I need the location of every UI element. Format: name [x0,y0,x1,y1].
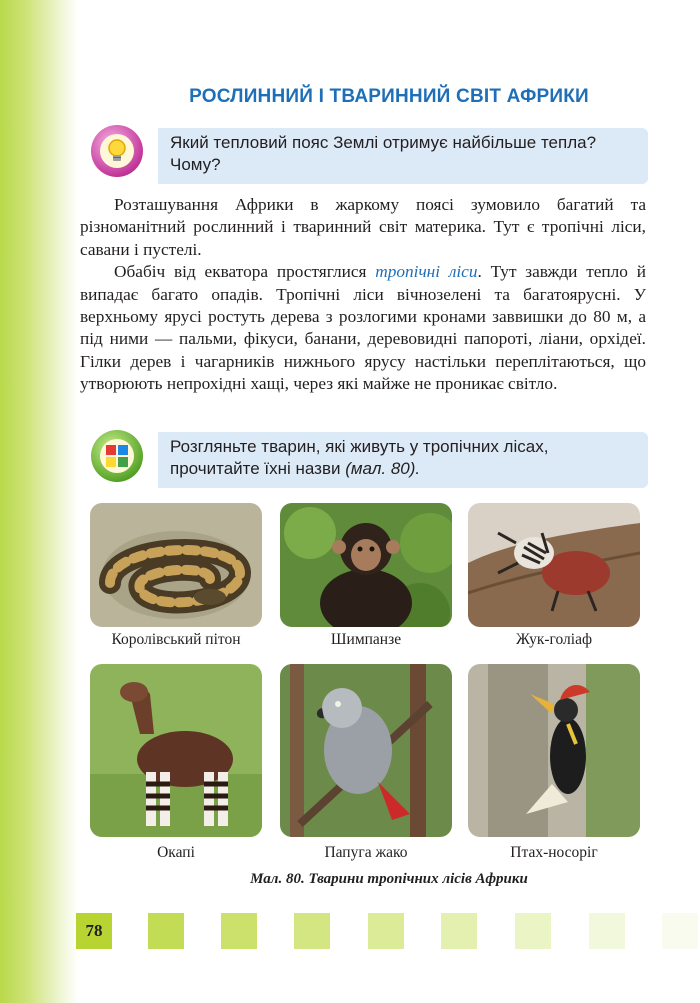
body-text [80,194,646,396]
photo-royal-python [90,503,262,627]
page-title: РОСЛИННИЙ І ТВАРИННИЙ СВІТ АФРИКИ [189,86,589,107]
caption-hornbill: Птах-носоріг [510,844,598,861]
caption-okapi: Окапі [157,844,195,861]
photo-goliath-beetle [468,503,640,627]
paragraph-1: Розташування Африки в жаркому поясі зумовило багатий та різноманітний рослинний і тваринний світ материка. Тут є тропічні ліси, савани і пустелі. [80,195,646,259]
figure-caption: Мал. 80. Тварини тропічних лісів Африки [250,871,528,887]
decor-square [148,913,184,949]
photo-okapi [90,664,262,837]
decor-square [294,913,330,949]
decor-square [515,913,551,949]
photo-hornbill [468,664,640,837]
puzzle-icon [91,430,143,482]
decor-square [221,913,257,949]
decor-square [368,913,404,949]
decor-square [589,913,625,949]
caption-grey-parrot: Папуга жако [324,844,408,861]
photo-chimpanzee [280,503,452,627]
paragraph-2: Обабіч від екватора простяглися тропічні ліси. Тут завжди тепло й випадає багато опадів. Тропічні ліси вічнозелені та багатоярусні. У верхньому ярусі ростуть дерева з розлогими кронами заввишки до 80 м, а під ними — пальми, фікуси, банани, деревовидні папороті, ліани, орхідеї. Гілки дерев і чагарників нижнього ярусу настільки переплітаються, що утворюють непрохідні хащі, через які майже не проникає світло. [80,262,646,394]
lightbulb-icon [91,125,143,177]
caption-chimpanzee: Шимпанзе [330,631,402,648]
decor-square [441,913,477,949]
question-box: Який тепловий пояс Землі отримує найбільше тепла? Чому? [158,128,648,184]
task-box: Розгляньте тварин, які живуть у тропічних лісах, прочитайте їхні назви (мал. 80). [158,432,648,488]
decor-square [662,913,698,949]
side-color-band [0,0,78,1003]
page-number: 78 [76,913,112,949]
caption-royal-python: Королівський пітон [111,631,241,648]
photo-grey-parrot [280,664,452,837]
term-tropical-forests: тропічні ліси [375,262,478,282]
caption-goliath-beetle: Жук-голіаф [515,631,593,648]
